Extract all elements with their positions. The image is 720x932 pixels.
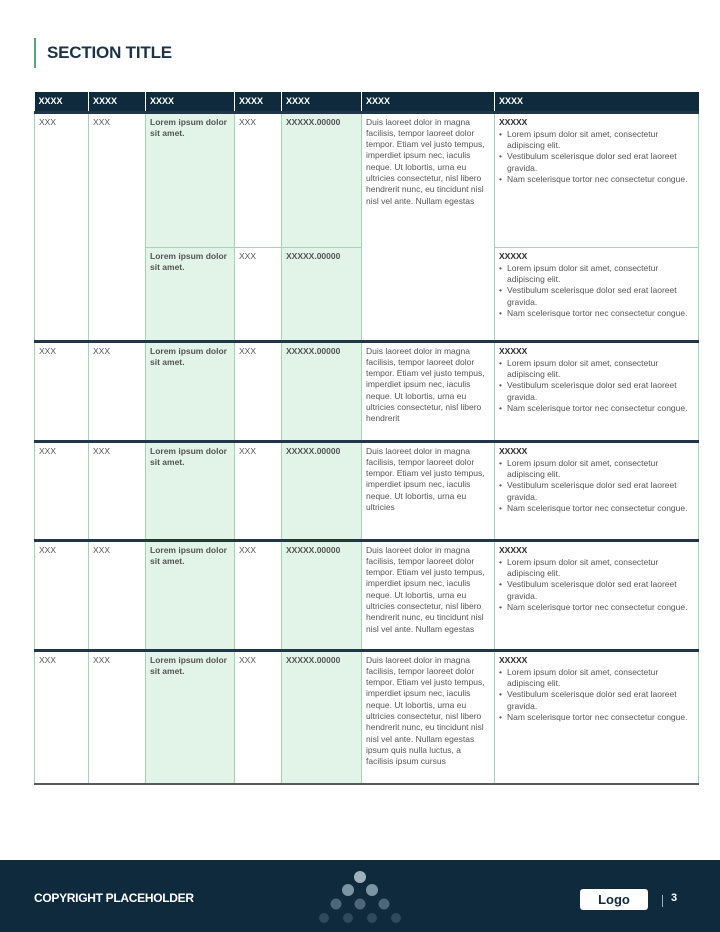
table-cell: XXX xyxy=(235,341,282,441)
bullet-item: • Nam scelerisque tortor nec consectetur congue. xyxy=(499,602,694,613)
bullet-item: • Vestibulum scelerisque dolor sed erat laoreet gravida. xyxy=(499,285,694,308)
dots-decoration-icon xyxy=(310,868,410,932)
table-row xyxy=(35,112,699,247)
bullet-list xyxy=(499,667,694,723)
bullet-item: • Vestibulum scelerisque dolor sed erat laoreet gravida. xyxy=(499,480,694,503)
table-cell: XXX xyxy=(235,247,282,341)
table-row xyxy=(35,540,699,650)
bullet-heading: XXXXX xyxy=(499,116,528,127)
bullet-list xyxy=(499,557,694,613)
description-cell: Duis laoreet dolor in magna facilisis, tempor laoreet dolor tempor. Etiam vel justo tempus, imperdiet ipsum nec, iaculis neque. Ut lobortis, urna eu ultricies consectetur, nisl libero hendrerit xyxy=(362,341,495,441)
item-name-cell: Lorem ipsum dolor sit amet. xyxy=(146,341,235,441)
bullet-cell xyxy=(495,650,699,784)
bullet-item: • Nam scelerisque tortor nec consectetur congue. xyxy=(499,174,694,185)
description-cell: Duis laoreet dolor in magna facilisis, tempor laoreet dolor tempor. Etiam vel justo tempus, imperdiet ipsum nec, iaculis neque. Ut lobortis, urna eu ultricies xyxy=(362,441,495,540)
table-cell: XXX xyxy=(89,650,146,784)
bullet-cell xyxy=(495,441,699,540)
table-header-row xyxy=(35,92,699,112)
table-cell: XXX xyxy=(235,540,282,650)
table-row xyxy=(35,441,699,540)
item-name-cell: Lorem ipsum dolor sit amet. xyxy=(146,441,235,540)
bullet-cell xyxy=(495,112,699,247)
table-cell: XXX xyxy=(89,341,146,441)
bullet-heading: XXXXX xyxy=(499,544,528,555)
column-header: XXXX xyxy=(362,92,495,112)
code-cell: XXXXX.00000 xyxy=(282,650,362,784)
code-cell: XXXXX.00000 xyxy=(282,540,362,650)
bullet-item: • Lorem ipsum dolor sit amet, consectetur adipiscing elit. xyxy=(499,358,694,381)
bullet-item: • Lorem ipsum dolor sit amet, consectetur adipiscing elit. xyxy=(499,129,694,152)
table-row xyxy=(35,341,699,441)
column-header: XXXX xyxy=(146,92,235,112)
bullet-list xyxy=(499,458,694,514)
bullet-heading: XXXXX xyxy=(499,445,528,456)
code-cell: XXXXX.00000 xyxy=(282,441,362,540)
bullet-heading: XXXXX xyxy=(499,345,528,356)
bullet-item: • Vestibulum scelerisque dolor sed erat laoreet gravida. xyxy=(499,380,694,403)
code-cell: XXXXX.00000 xyxy=(282,341,362,441)
bullet-cell xyxy=(495,247,699,341)
bullet-list xyxy=(499,263,694,319)
page-number: 3 xyxy=(671,892,678,904)
column-header: XXXX xyxy=(495,92,699,112)
bullet-item: • Vestibulum scelerisque dolor sed erat laoreet gravida. xyxy=(499,151,694,174)
table-cell: XXX xyxy=(235,112,282,247)
bullet-heading: XXXXX xyxy=(499,654,528,665)
bullet-item: • Lorem ipsum dolor sit amet, consectetur adipiscing elit. xyxy=(499,263,694,286)
bullet-item: • Nam scelerisque tortor nec consectetur congue. xyxy=(499,403,694,414)
table-cell: XXX xyxy=(35,441,89,540)
code-cell: XXXXX.00000 xyxy=(282,247,362,341)
bullet-item: • Vestibulum scelerisque dolor sed erat laoreet gravida. xyxy=(499,579,694,602)
bullet-item: • Lorem ipsum dolor sit amet, consectetur adipiscing elit. xyxy=(499,458,694,481)
table-cell: XXX xyxy=(35,112,89,341)
bullet-cell xyxy=(495,341,699,441)
data-table xyxy=(34,92,699,785)
table-cell: XXX xyxy=(235,441,282,540)
code-cell: XXXXX.00000 xyxy=(282,112,362,247)
bullet-item: • Lorem ipsum dolor sit amet, consectetur adipiscing elit. xyxy=(499,557,694,580)
description-cell: Duis laoreet dolor in magna facilisis, tempor laoreet dolor tempor. Etiam vel justo tempus, imperdiet ipsum nec, iaculis neque. Ut lobortis, urna eu ultricies consectetur, nisl libero hendrerit nunc, eu tincidunt nisl nisl vel ante. Nullam egestas xyxy=(362,540,495,650)
bullet-item: • Vestibulum scelerisque dolor sed erat laoreet gravida. xyxy=(499,689,694,712)
bullet-item: • Nam scelerisque tortor nec consectetur congue. xyxy=(499,308,694,319)
description-cell: Duis laoreet dolor in magna facilisis, tempor laoreet dolor tempor. Etiam vel justo tempus, imperdiet ipsum nec, iaculis neque. Ut lobortis, urna eu ultricies consectetur, nisl libero hendrerit nunc, eu tincidunt nisl nisl vel ante. Nullam egestas xyxy=(362,112,495,341)
item-name-cell: Lorem ipsum dolor sit amet. xyxy=(146,247,235,341)
page-footer xyxy=(0,860,720,932)
copyright-text: COPYRIGHT PLACEHOLDER xyxy=(34,891,194,905)
table-row xyxy=(35,650,699,784)
table-cell: XXX xyxy=(89,540,146,650)
bullet-item: • Nam scelerisque tortor nec consectetur congue. xyxy=(499,712,694,723)
section-title: SECTION TITLE xyxy=(47,43,172,62)
table-cell: XXX xyxy=(35,650,89,784)
column-header: XXXX xyxy=(235,92,282,112)
bullet-list xyxy=(499,358,694,414)
table-cell: XXX xyxy=(235,650,282,784)
bullet-heading: XXXXX xyxy=(499,250,528,261)
column-header: XXXX xyxy=(282,92,362,112)
table-cell: XXX xyxy=(89,112,146,341)
column-header: XXXX xyxy=(89,92,146,112)
description-cell: Duis laoreet dolor in magna facilisis, tempor laoreet dolor tempor. Etiam vel justo tempus, imperdiet ipsum nec, iaculis neque. Ut lobortis, urna eu ultricies consectetur, nisl libero hendrerit nunc, eu tincidunt nisl nisl vel ante. Nullam egestas ipsum quis nulla luctus, a facilisis ipsum cursus xyxy=(362,650,495,784)
item-name-cell: Lorem ipsum dolor sit amet. xyxy=(146,112,235,247)
table-cell: XXX xyxy=(35,341,89,441)
footer-divider xyxy=(662,895,663,907)
item-name-cell: Lorem ipsum dolor sit amet. xyxy=(146,650,235,784)
section-title-bar xyxy=(34,38,172,68)
bullet-cell xyxy=(495,540,699,650)
column-header: XXXX xyxy=(35,92,89,112)
bullet-list xyxy=(499,129,694,185)
bullet-item: • Nam scelerisque tortor nec consectetur congue. xyxy=(499,503,694,514)
table-cell: XXX xyxy=(89,441,146,540)
table-cell: XXX xyxy=(35,540,89,650)
bullet-item: • Lorem ipsum dolor sit amet, consectetur adipiscing elit. xyxy=(499,667,694,690)
item-name-cell: Lorem ipsum dolor sit amet. xyxy=(146,540,235,650)
logo: Logo xyxy=(580,889,648,910)
